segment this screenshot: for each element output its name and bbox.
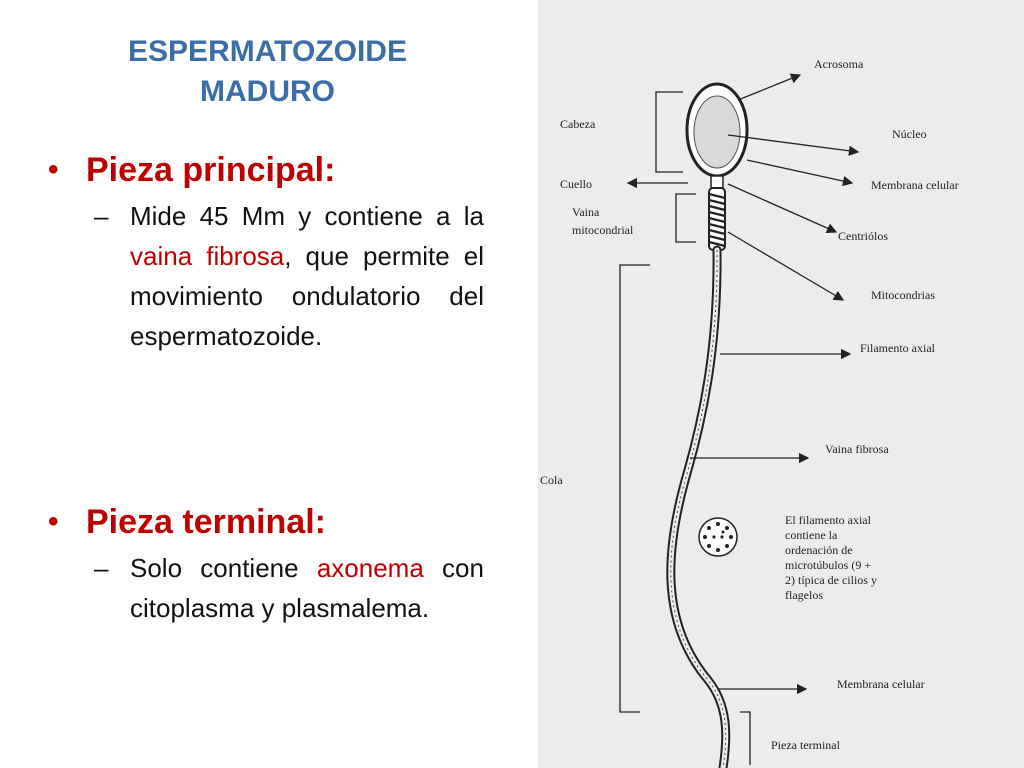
title-line-2: MADURO <box>200 75 335 108</box>
title-line-1: ESPERMATOZOIDE <box>128 35 407 68</box>
section-pieza-principal <box>44 150 484 356</box>
desc-highlight: vaina fibrosa <box>130 241 285 271</box>
label-cuello: Cuello <box>560 177 592 191</box>
label-membrana-celular-top: Membrana celular <box>871 178 959 192</box>
section-pieza-terminal <box>44 502 484 628</box>
section-heading <box>44 502 484 542</box>
pieza-terminal-bracket <box>740 712 750 765</box>
label-centriolos: Centriólos <box>838 229 888 243</box>
desc-text-2: con citoplasma y plasmalema. <box>130 553 484 623</box>
sperm-diagram <box>538 0 1024 768</box>
label-nota-4: microtúbulos (9 + <box>785 558 872 572</box>
label-cabeza: Cabeza <box>560 117 596 131</box>
dash-icon: – <box>94 553 109 583</box>
vaina-mitocondrial-bracket <box>676 194 696 242</box>
cola-bracket <box>620 265 650 712</box>
label-pieza-terminal: Pieza terminal <box>771 738 840 752</box>
bullet-dot-icon: • <box>48 505 59 538</box>
label-nota-2: contiene la <box>785 528 838 542</box>
section-heading <box>44 150 484 190</box>
label-vaina-fibrosa: Vaina fibrosa <box>825 442 889 456</box>
neck-shape <box>711 176 723 188</box>
section-description <box>44 548 484 628</box>
desc-text-1: Mide 45 Mm y contiene a la <box>130 201 484 231</box>
desc-text-1: Solo contiene <box>130 553 317 583</box>
heading-text: Pieza principal: <box>86 151 336 189</box>
label-nota-5: 2) típica de cilios y <box>785 573 877 587</box>
cabeza-bracket <box>656 92 683 172</box>
label-vaina-mitocondrial-2: mitocondrial <box>572 223 634 237</box>
pointer-arrows <box>628 75 858 689</box>
sperm-diagram-svg <box>538 0 1024 768</box>
label-nucleo: Núcleo <box>892 127 927 141</box>
dash-icon: – <box>94 201 109 231</box>
label-vaina-mitocondrial-1: Vaina <box>572 205 600 219</box>
label-acrosoma: Acrosoma <box>814 57 864 71</box>
label-mitocondrias: Mitocondrias <box>871 288 935 302</box>
label-filamento-axial: Filamento axial <box>860 341 935 355</box>
slide-title <box>40 32 495 112</box>
label-cola: Cola <box>540 473 563 487</box>
bullet-dot-icon: • <box>48 153 59 186</box>
desc-highlight: axonema <box>316 553 424 583</box>
label-nota-1: El filamento axial <box>785 513 871 527</box>
heading-text: Pieza terminal: <box>86 503 326 541</box>
label-membrana-celular-bottom: Membrana celular <box>837 677 925 691</box>
nucleus-shape <box>694 96 740 168</box>
label-nota-3: ordenación de <box>785 543 853 557</box>
label-nota-6: flagelos <box>785 588 823 602</box>
section-description <box>44 196 484 356</box>
desc-text-2: , que permite el movimiento ondulatorio del espermatozoide. <box>130 241 484 351</box>
